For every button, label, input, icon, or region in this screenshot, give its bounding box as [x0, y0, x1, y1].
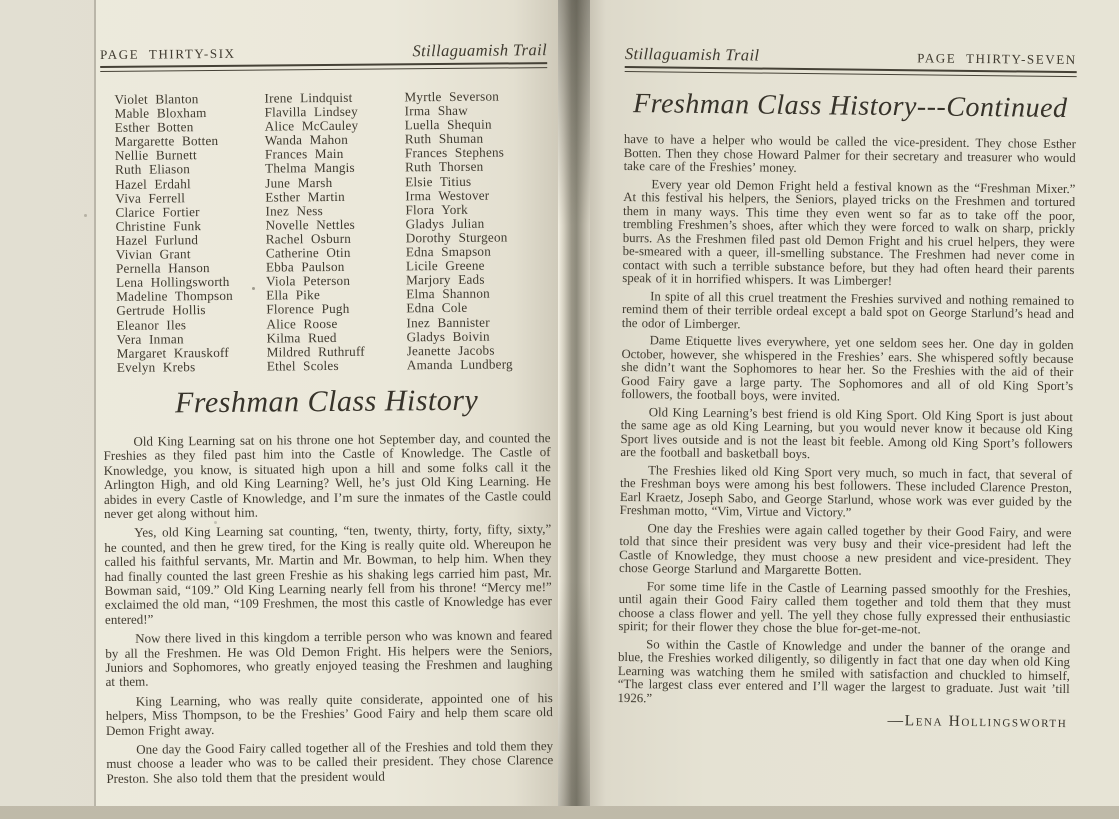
right-page	[590, 0, 1119, 806]
student-name: Licile Greene	[405, 257, 485, 274]
student-name: Amanda Lundberg	[406, 356, 513, 373]
paragraph: The Freshies liked old King Sport very much, so much in fact, that several of the Freshman boys were among his best followers. These included Clarence Preston, Earl Kraetz, Joseph Sabo, and George Starlund, whose work was ever guided by the Freshman motto, “Vim, Virtue and Victory.”	[619, 462, 1073, 520]
student-name: Eleanor Iles	[116, 316, 187, 333]
student-name: Irma Westover	[405, 187, 490, 203]
paragraph: So within the Castle of Knowledge and under the banner of the orange and blue, the Freshies worked diligently, so diligently in fact that one day when old King Learning was watching them he smiled with satisfaction and chuckled to himself, “The largest class ever entered and I’ll wager the largest to graduate. Just wait ’till 1926.”	[617, 636, 1071, 705]
paragraph: Now there lived in this kingdom a terrible person who was known and feared by all the Freshmen. He was Old Demon Fright. His helpers were the Seniors, Juniors and Sophomores, who greatly enjoyed teasing the Freshmen and laughing at them.	[105, 627, 553, 690]
student-name: Marjory Eads	[406, 271, 485, 288]
student-name: Vivian Grant	[115, 246, 191, 262]
dust-speck	[84, 214, 87, 217]
right-page-content	[617, 44, 1077, 732]
student-name: Nellie Burnett	[114, 147, 197, 164]
page-fold-shadow	[0, 0, 96, 806]
student-name: Edna Cole	[406, 300, 468, 316]
student-name: Evelyn Krebs	[116, 358, 196, 375]
student-name: Florence Pugh	[266, 301, 350, 317]
student-name: Thelma Mangis	[265, 160, 355, 177]
student-name: Pernella Hanson	[115, 260, 210, 276]
student-name: June Marsh	[265, 174, 333, 191]
name-column-1	[114, 92, 266, 375]
student-name: Edna Smapson	[405, 243, 492, 260]
student-name: Wanda Mahon	[264, 132, 349, 148]
student-name: Elsie Titius	[405, 173, 472, 189]
paragraph: Old King Learning sat on his throne one hot September day, and counted the Freshies as they filed past him into the Castle of Knowledge. The Castle of Knowledge, you know, is situated high upon a hill and some folks call it the Arlington High, and old King Learning? Well, he’s just Old King Learning. He abides in every Castle of Knowledge, and I’m sure the inmates of the Castle could never get along without him.	[103, 429, 552, 521]
name-column-3	[404, 89, 512, 372]
paragraph: In spite of all this cruel treatment the Freshies survived and nothing remained to remind them of their terrible ordeal except a bald spot on George Starlund’s head and the odor of Limberger.	[621, 288, 1075, 331]
student-name: Vera Inman	[116, 330, 184, 347]
student-name: Viola Peterson	[266, 273, 351, 289]
student-name: Kilma Rued	[266, 329, 337, 346]
student-name: Rachel Osburn	[265, 230, 352, 247]
name-column-2	[264, 90, 406, 373]
student-name: Hazel Furlund	[115, 232, 199, 248]
left-page-body	[103, 431, 553, 786]
student-name: Dorothy Sturgeon	[405, 229, 508, 246]
page-number-label: PAGE THIRTY-SIX	[100, 45, 236, 62]
student-name: Luella Shequin	[404, 116, 492, 133]
paragraph: Yes, old King Learning sat counting, “ten, twenty, thirty, forty, fifty, sixty,” he counted, and then he grew tired, for the King is really quite old. Whereupon he called his faithful servants, Mr. Martin and Mr. Bowman, to help him. When they had finally counted the last green Freshie as his shaking legs carried him past, Mr. Bowman said, “109.” Old King Learning nearly fell from his throne! “Mercy me!” exclaimed the old man, “109 Freshmen, the most this castle of Knowledge has ever entered!”	[104, 521, 552, 627]
student-name: Irma Shaw	[404, 102, 468, 119]
student-name: Ruth Thorsen	[405, 159, 484, 175]
student-name: Ethel Scoles	[266, 357, 339, 374]
student-name: Violet Blanton	[114, 91, 199, 107]
student-name: Gertrude Hollis	[116, 302, 206, 319]
paragraph: One day the Freshies were again called together by their Good Fairy, and were told that since their president was very busy and their vice-president had left the Castle of Knowledge, they must choose a new president and vice-president. They chose George Starlund and Margarette Botten.	[618, 520, 1072, 578]
freshman-name-roster	[100, 89, 549, 375]
student-name: Esther Botten	[114, 119, 194, 136]
student-name: Mable Bloxham	[114, 105, 207, 121]
student-name: Ruth Shuman	[404, 130, 484, 147]
header-rule	[100, 62, 547, 72]
student-name: Viva Ferrell	[115, 189, 186, 206]
student-name: Alice Roose	[266, 315, 338, 332]
student-name: Frances Main	[264, 146, 344, 162]
paragraph: have to have a helper who would be called the vice-president. They chose Esther Botten. Then they chose Howard Palmer for their secretary and treasurer who would take care of the Freshies’ money.	[623, 131, 1076, 175]
student-name: Inez Bannister	[406, 314, 490, 330]
student-name: Hazel Erdahl	[115, 175, 191, 192]
journal-title: Stillaguamish Trail	[624, 44, 760, 65]
right-page-header	[625, 44, 1077, 69]
student-name: Ella Pike	[266, 287, 321, 303]
class-history-continued-heading: Freshman Class History---Continued	[632, 88, 1068, 125]
page-number-label: PAGE THIRTY-SEVEN	[917, 50, 1077, 68]
student-name: Myrtle Severson	[404, 88, 500, 105]
student-name: Christine Funk	[115, 217, 202, 234]
left-page-header	[100, 40, 547, 64]
student-name: Ruth Eliason	[115, 161, 191, 178]
student-name: Frances Stephens	[404, 144, 505, 161]
paragraph: King Learning, who was really quite considerate, appointed one of his helpers, Miss Thompson, to be the Freshies’ Good Fairy and help them scare old Demon Fright away.	[105, 689, 553, 738]
paragraph: Every year old Demon Fright held a festival known as the “Freshman Mixer.” At this festival his helpers, the Seniors, played tricks on the Freshmen and tortured them in many ways. This time they even went so far as to take off the poor, trembling Freshmen’s shoes, after which they were forced to walk on sharp, prickly burrs. As the Freshmen filed past old Demon Fright and his cruel helpers, they were be-smeared with a queer, ill-smelling substance. The Freshmen had never come in contact with such a terrible substance before, but they had often heard their parents speak of it in horrified whispers. It was Limberger!	[622, 176, 1076, 289]
student-name: Flora York	[405, 201, 468, 218]
student-name: Gladys Boivin	[406, 328, 490, 344]
paragraph: Old King Learning’s best friend is old King Sport. Old King Sport is just about the same age as old King Learning, but you would never know it because old King Sport lives outside and is not the least bit feeble. Among old King Sport’s followers are the football and basketball boys.	[620, 404, 1073, 462]
student-name: Flavilla Lindsey	[264, 103, 358, 120]
student-name: Ebba Paulson	[265, 259, 345, 275]
author-signature: —Lena Hollingsworth	[887, 712, 1068, 732]
student-name: Gladys Julian	[405, 215, 485, 232]
left-page-content	[100, 40, 554, 791]
student-name: Lena Hollingsworth	[116, 274, 230, 291]
right-page-body	[618, 133, 1076, 710]
student-name: Madeline Thompson	[116, 288, 233, 305]
left-page	[0, 0, 558, 806]
journal-title: Stillaguamish Trail	[412, 40, 548, 61]
student-name: Esther Martin	[265, 188, 345, 205]
paragraph: Dame Etiquette lives everywhere, yet one seldom sees her. One day in golden October, however, she whispered in the Freshies’ ears. She whispered softly because she didn’t want the Sophomores to hear her. So the Freshies with the aid of their Good Fairy gave a large party. The Sophomores and all of old King Sport’s followers, the football boys, were invited.	[620, 333, 1074, 404]
paragraph: For some time life in the Castle of Learning passed smoothly for the Freshies, until again their Good Fairy called them together and told them that they must choose a class flower and yell. The yell they chose fully expressed their enthusiastic spirit; for their flower they chose the blue for-get-me-not.	[618, 578, 1071, 637]
paragraph: One day the Good Fairy called together all of the Freshies and told them they must choose a leader who was to be called their president. They chose Clarence Preston. She also told them that the president would	[106, 738, 554, 786]
student-name: Margaret Krauskoff	[116, 344, 229, 361]
student-name: Elma Shannon	[406, 285, 490, 302]
student-name: Inez Ness	[265, 202, 323, 219]
class-history-heading: Freshman Class History	[174, 383, 479, 420]
student-name: Mildred Ruthruff	[266, 343, 365, 360]
page-gutter	[558, 0, 590, 806]
student-name: Jeanette Jacobs	[406, 342, 495, 359]
student-name: Catherine Otin	[265, 244, 351, 261]
student-name: Margarette Botten	[114, 133, 219, 150]
student-name: Alice McCauley	[264, 117, 359, 134]
student-name: Novelle Nettles	[265, 216, 356, 233]
student-name: Irene Lindquist	[264, 89, 353, 106]
student-name: Clarice Fortier	[115, 203, 200, 220]
